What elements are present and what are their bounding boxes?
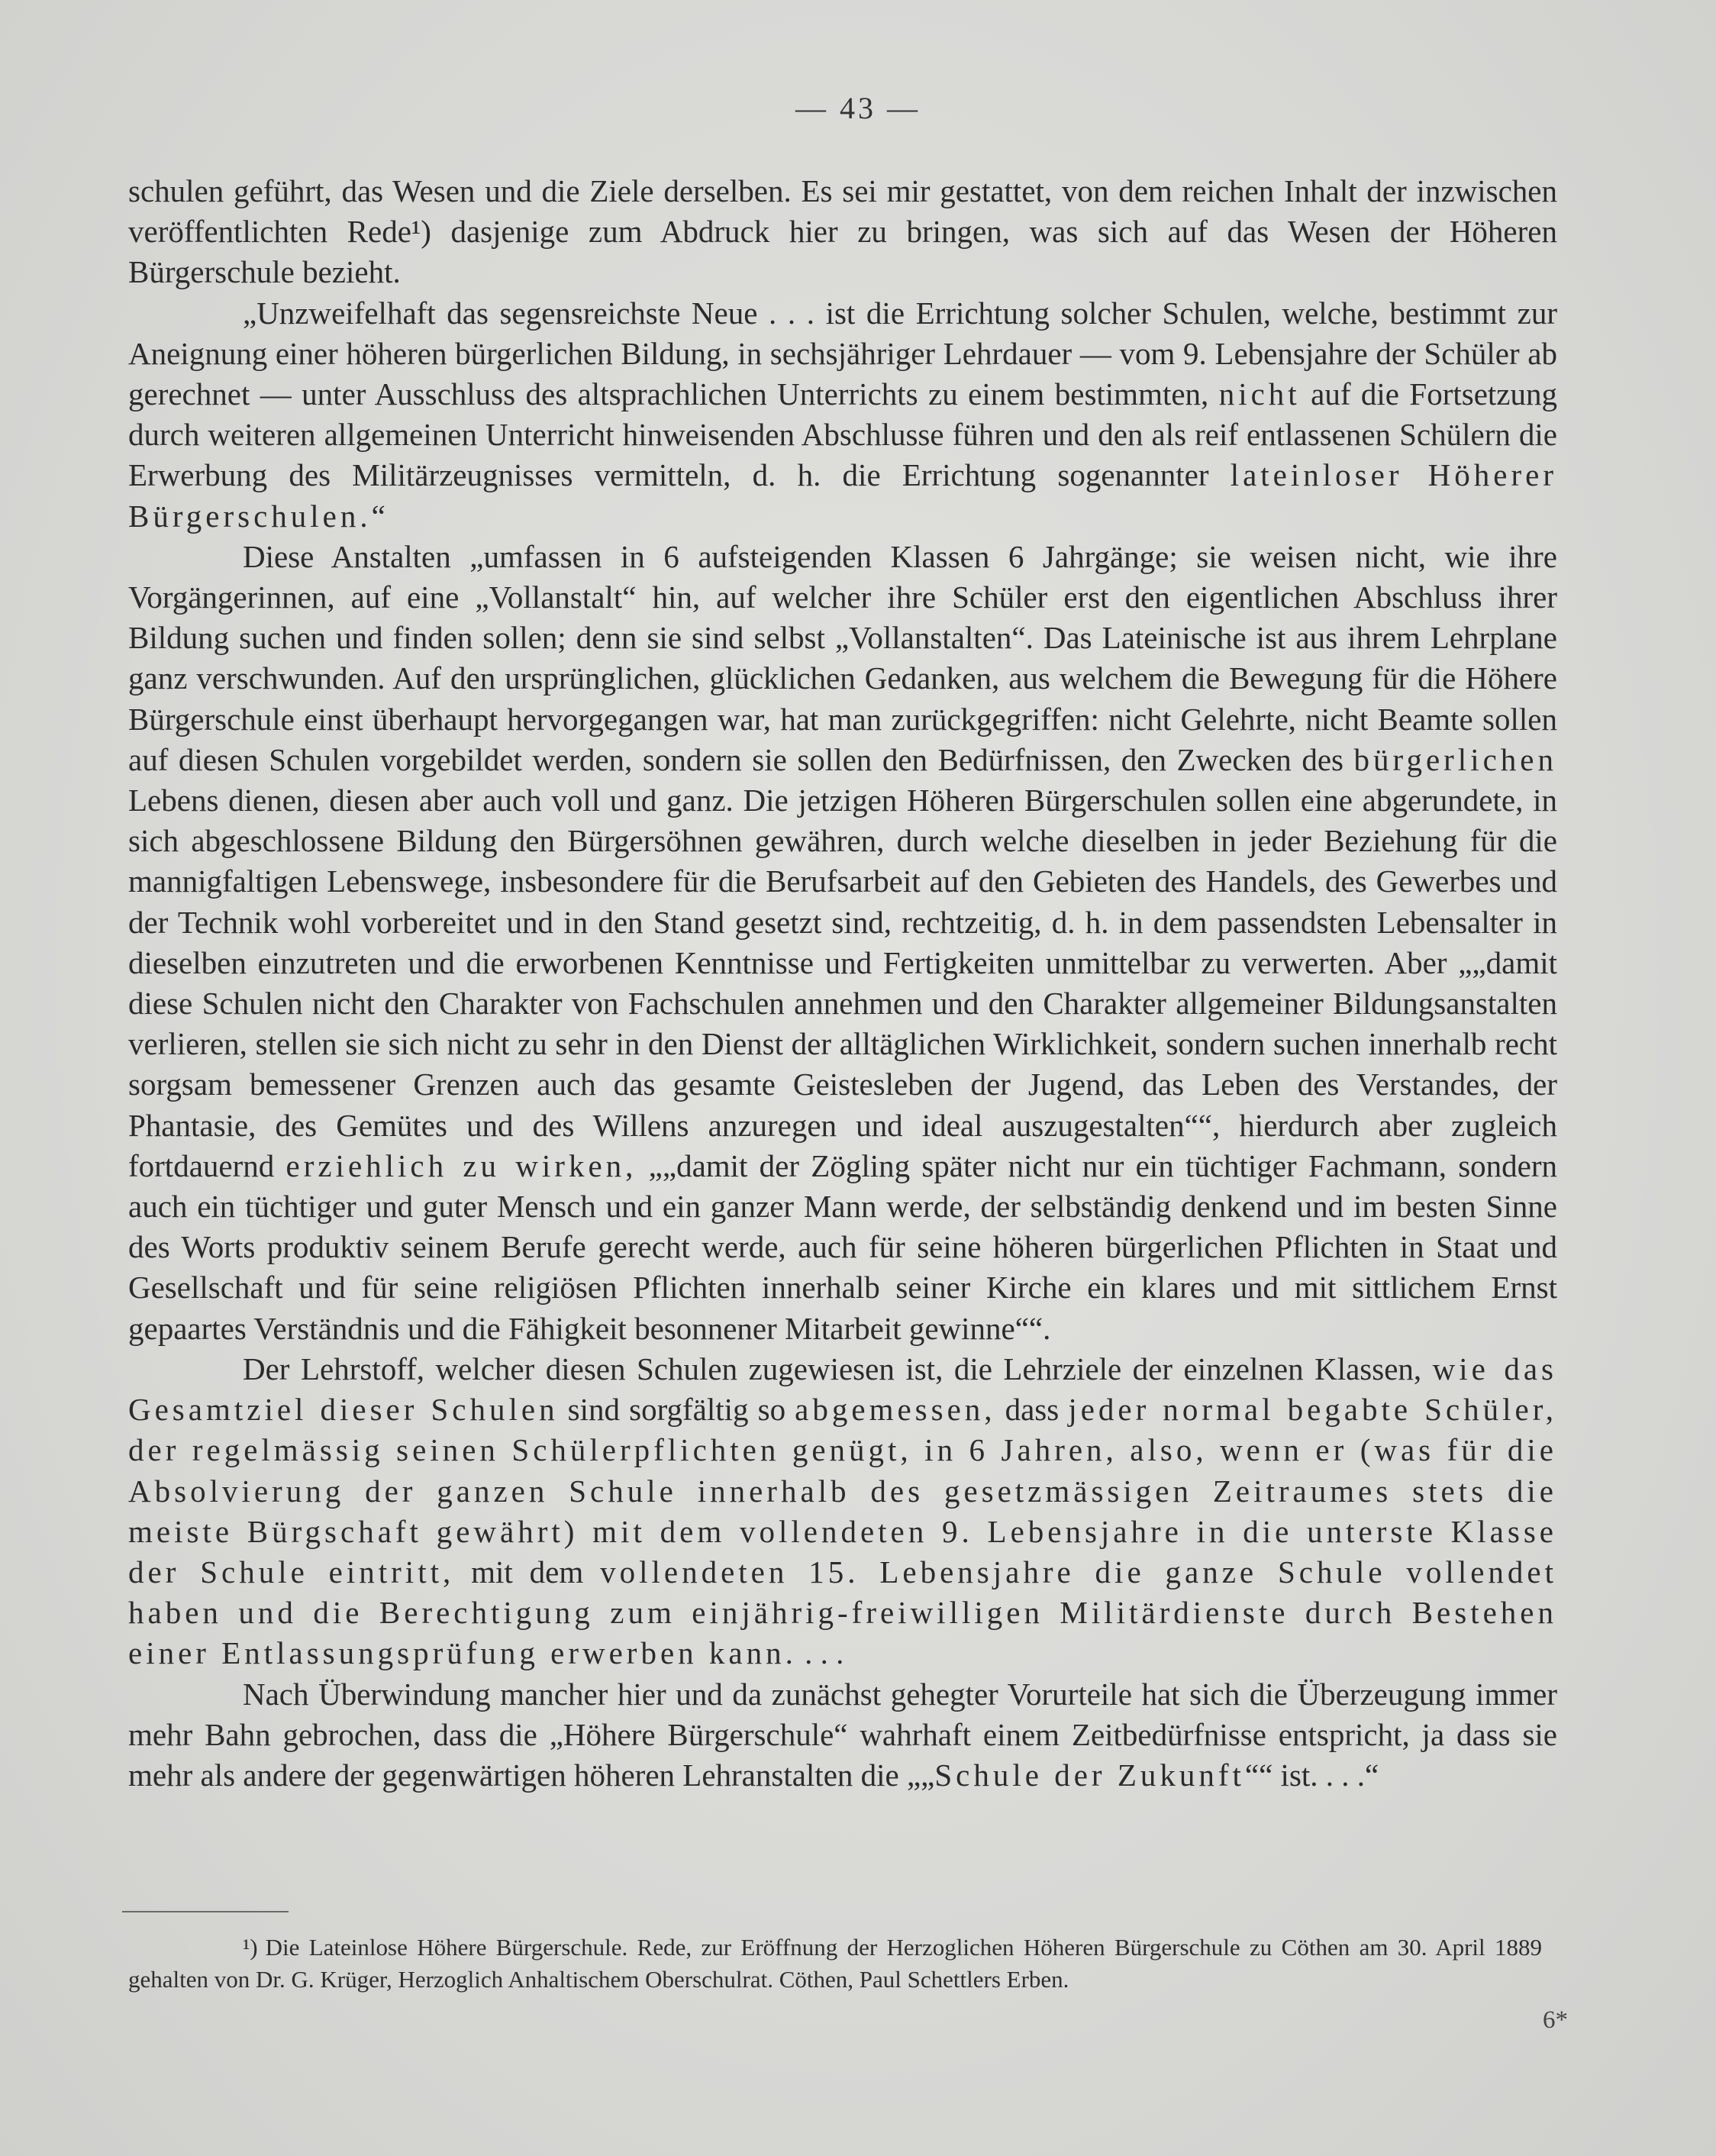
text-segment: ““ ist. . . .“ bbox=[1244, 1757, 1379, 1793]
footnote-marker: ¹) bbox=[243, 1934, 258, 1961]
text-segment: “ bbox=[371, 498, 385, 534]
text-segment: sind sorgfältig so bbox=[558, 1392, 795, 1428]
spaced-emphasis: Schule der Zukunft bbox=[934, 1757, 1245, 1793]
text-segment: dass bbox=[995, 1392, 1069, 1428]
text-segment: mit dem bbox=[454, 1554, 601, 1590]
spaced-emphasis: nicht bbox=[1218, 376, 1301, 412]
spaced-emphasis: jeder normal begabte Schüler, der regelmässig seinen Schülerpflichten genügt, in 6 Jahren, also, wenn er (was für die Absolvierung der ganzen Schule innerhalb des gesetzmässigen Zeitraumes stets die meiste Bürgschaft gewährt) mit dem vollendeten 9. Lebensjahre in die unterste Klasse der Schule eintritt, bbox=[128, 1392, 1557, 1590]
footnote-text: Die Lateinlose Höhere Bürgerschule. Rede, zur Eröffnung der Herzoglichen Höheren Bürgerschule zu Cöthen am 30. April 1889 gehalten von Dr. G. Krüger, Herzoglich Anhaltischem Oberschulrat. Cöthen, Paul Schettlers Erben. bbox=[128, 1934, 1542, 1993]
signature-mark: 6* bbox=[1543, 2006, 1568, 2034]
paragraph-2 bbox=[128, 293, 1557, 537]
paragraph-3 bbox=[128, 537, 1557, 1349]
text-segment: Lebens dienen, diesen aber auch voll und ganz. Die jetzigen Höheren Bürgerschulen sollen eine abgerundete, in sich abgeschlossene Bildung den Bürgersöhnen gewähren, durch welche dieselben in jeder Beziehung für die mannigfaltigen Lebenswege, insbesondere für die Berufsarbeit auf den Gebieten des Handels, des Gewerbes und der Technik wohl vorbereitet und in den Stand gesetzt sind, rechtzeitig, d. h. in dem passendsten Lebensalter in dieselben einzutreten und die erworbenen Kenntnisse und Fertigkeiten unmittelbar zu verwerten. Aber „„damit diese Schulen nicht den Charakter von Fachschulen annehmen und den Charakter allgemeiner Bildungsanstalten verlieren, stellen sie sich nicht zu sehr in den Dienst der alltäglichen Wirklichkeit, sondern suchen innerhalb recht sorgsam bemessener Grenzen auch das gesamte Geistesleben der Jugend, das Leben des Verstandes, der Phantasie, des Gemütes und des Willens anzuregen und ideal auszugestalten““, hierdurch aber zugleich fortdauernd bbox=[128, 783, 1557, 1183]
text-segment: auf die Fortsetzung durch weiteren allgemeinen Unterricht hinweisenden Abschlusse führen und den als reif entlassenen Schülern die Erwerbung des Militärzeugnisses vermitteln, d. h. die Errichtung sogenannter bbox=[128, 376, 1557, 493]
page-number: — 43 — bbox=[795, 91, 921, 125]
footnote-divider bbox=[122, 1911, 289, 1912]
text-segment: „Unzweifelhaft das segensreichste Neue . . . ist die Errichtung solcher Schulen, welche, bestimmt zur Aneignung einer höheren bürgerlichen Bildung, in sechsjähriger Lehrdauer — vom 9. Lebensjahre der Schüler ab gerechnet — unter Ausschluss des altsprachlichen Unterrichts zu einem bestimmten, bbox=[128, 295, 1557, 412]
spaced-emphasis: abgemessen, bbox=[795, 1392, 996, 1428]
text-segment: Der Lehrstoff, welcher diesen Schulen zugewiesen ist, die Lehrziele der einzelnen Klassen, bbox=[243, 1351, 1433, 1386]
spaced-emphasis: erziehlich zu wirken, bbox=[285, 1147, 637, 1183]
text-segment: „„damit der Zögling später nicht nur ein tüchtiger Fachmann, sondern auch ein tüchtiger und guter Mensch und ein ganzer Mann werde, der selbständig denkend und im besten Sinne des Worts produktiv seinem Berufe gerecht werde, auch für seine höheren bürgerlichen Pflichten in Staat und Gesellschaft und für seine religiösen Pflichten innerhalb seiner Kirche ein klares und mit sittlichem Ernst gepaartes Verständnis und die Fähigkeit besonnener Mitarbeit gewinne““. bbox=[128, 1147, 1558, 1346]
paragraph-5 bbox=[128, 1674, 1557, 1796]
paragraph-4 bbox=[128, 1349, 1557, 1674]
paragraph-1 bbox=[128, 171, 1557, 293]
spaced-emphasis: bürgerlichen bbox=[1353, 741, 1557, 777]
spaced-emphasis: wie das Gesamtziel dieser Schulen bbox=[128, 1351, 1558, 1428]
body-text bbox=[128, 171, 1557, 1796]
spaced-emphasis: vollendeten 15. Lebensjahre die ganze Schule vollendet haben und die Berechtigung zum einjährig-freiwilligen Militärdienste durch Bestehen einer Entlassungsprüfung erwerben kann. bbox=[128, 1554, 1558, 1671]
text-segment: . . . bbox=[796, 1635, 844, 1671]
text-segment: Nach Überwindung mancher hier und da zunächst gehegter Vorurteile hat sich die Überzeugung immer mehr Bahn gebrochen, dass die „Höhere Bürgerschule“ wahrhaft einem Zeitbedürfnisse entspricht, ja dass sie mehr als andere der gegenwärtigen höheren Lehranstalten die „„ bbox=[128, 1676, 1557, 1793]
text-segment: schulen geführt, das Wesen und die Ziele derselben. Es sei mir gestattet, von dem reichen Inhalt der inzwischen veröffentlichten Rede¹) dasjenige zum Abdruck hier zu bringen, was sich auf das Wesen der Höheren Bürgerschule bezieht. bbox=[128, 173, 1557, 290]
spaced-emphasis: lateinloser Höherer Bürgerschulen. bbox=[128, 457, 1557, 534]
text-segment: Diese Anstalten „umfassen in 6 aufsteigenden Klassen 6 Jahrgänge; sie weisen nicht, wie ihre Vorgängerinnen, auf eine „Vollanstalt“ hin, auf welcher ihre Schüler erst den eigentlichen Abschluss ihrer Bildung suchen und finden sollen; denn sie sind selbst „Vollanstalten“. Das Lateinische ist aus ihrem Lehrplane ganz verschwunden. Auf den ursprünglichen, glücklichen Gedanken, aus welchem die Bewegung für die Höhere Bürgerschule einst überhaupt hervorgegangen war, hat man zurückgegriffen: nicht Gelehrte, nicht Beamte sollen auf diesen Schulen vorgebildet werden, sondern sie sollen den Bedürfnissen, den Zwecken des bbox=[128, 538, 1557, 777]
footnote bbox=[128, 1932, 1542, 1996]
